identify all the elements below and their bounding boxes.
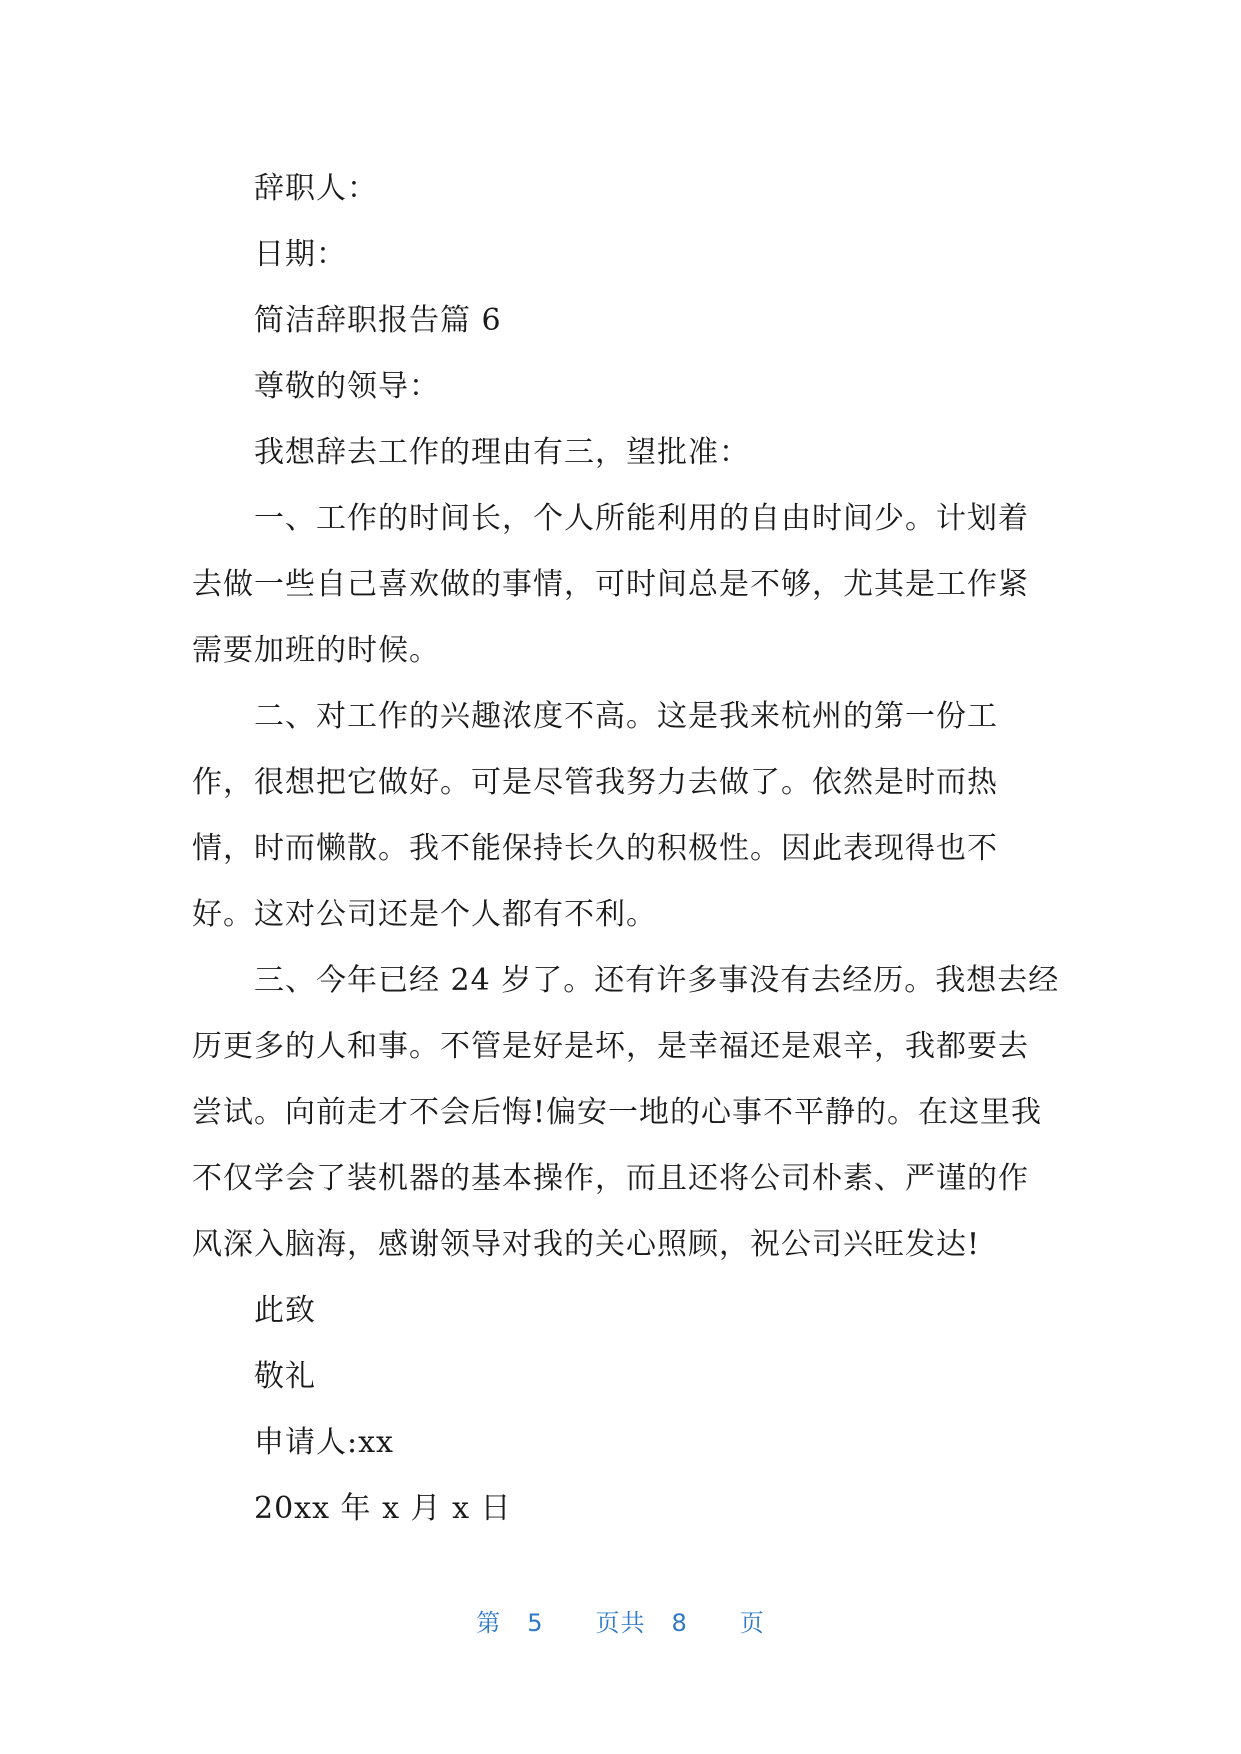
paragraph-line: 去做一些自己喜欢做的事情，可时间总是不够，尤其是工作紧	[192, 567, 1029, 602]
document-body	[192, 156, 1062, 1542]
paragraph-line: 尝试。向前走才不会后悔!偏安一地的心事不平静的。在这里我	[192, 1095, 1043, 1130]
date-line: 日期：	[254, 237, 347, 272]
closing-jingli: 敬礼	[254, 1359, 316, 1394]
paragraph-line: 情，时而懒散。我不能保持长久的积极性。因此表现得也不	[192, 831, 998, 866]
applicant-line: 申请人:xx	[254, 1425, 394, 1460]
paragraph-line: 需要加班的时候。	[192, 633, 440, 668]
reason-paragraph-1	[192, 486, 1062, 684]
resigner-line: 辞职人：	[254, 171, 378, 206]
paragraph-line: 三、今年已经 24 岁了。还有许多事没有去经历。我想去经	[254, 963, 1060, 998]
signature-date: 20xx 年 x 月 x 日	[254, 1491, 512, 1526]
page-label-suffix: 页	[739, 1609, 765, 1637]
reason-paragraph-3	[192, 948, 1062, 1278]
total-pages-number: 8	[671, 1609, 688, 1637]
paragraph-line: 好。这对公司还是个人都有不利。	[192, 897, 657, 932]
page-label-prefix: 第	[476, 1609, 502, 1637]
paragraph-line: 不仅学会了装机器的基本操作，而且还将公司朴素、严谨的作	[192, 1161, 1029, 1196]
section-title: 简洁辞职报告篇 6	[254, 303, 502, 338]
page-label-mid: 页共	[595, 1609, 646, 1637]
intro-line: 我想辞去工作的理由有三，望批准：	[254, 435, 750, 470]
paragraph-line: 一、工作的时间长，个人所能利用的自由时间少。计划着	[254, 501, 1029, 536]
reason-paragraph-2	[192, 684, 1062, 948]
paragraph-line: 二、对工作的兴趣浓度不高。这是我来杭州的第一份工	[254, 699, 998, 734]
paragraph-line: 历更多的人和事。不管是好是坏，是幸福还是艰辛，我都要去	[192, 1029, 1029, 1064]
current-page-number: 5	[527, 1609, 544, 1637]
paragraph-line: 作，很想把它做好。可是尽管我努力去做了。依然是时而热	[192, 765, 998, 800]
closing-cizhi: 此致	[254, 1293, 316, 1328]
paragraph-line: 风深入脑海，感谢领导对我的关心照顾，祝公司兴旺发达!	[192, 1227, 981, 1262]
page-footer	[0, 1603, 1241, 1638]
salutation: 尊敬的领导：	[254, 369, 440, 404]
